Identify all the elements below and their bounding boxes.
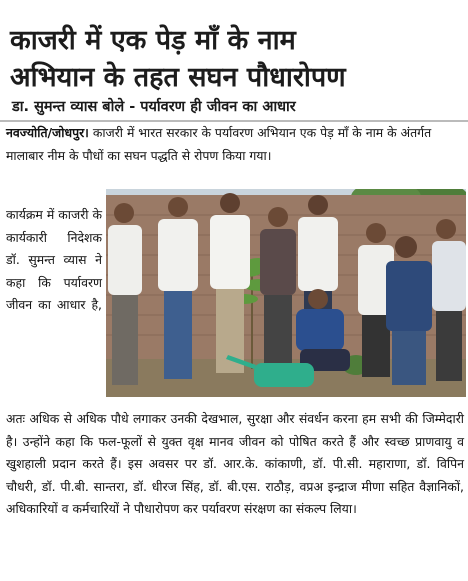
- headline-line-1: काजरी में एक पेड़ माँ के नाम: [10, 25, 296, 57]
- headline: [10, 22, 462, 96]
- article-lead-paragraph: [6, 122, 464, 167]
- headline-line-2: अभियान के तहत सघन पौधारोपण: [10, 62, 346, 94]
- lead-text: काजरी में भारत सरकार के पर्यावरण अभियान एक पेड़ माँ के नाम के अंतर्गत मालाबार नीम के पौधों का सघन पद्धति से रोपण किया गया।: [6, 125, 432, 163]
- article-continuation: अतः अधिक से अधिक पौधे लगाकर उनकी देखभाल, सुरक्षा और संवर्धन करना हम सभी की जिम्मेदारी है। उन्होंने कहा कि फल-फूलों से युक्त वृक्ष मानव जीवन को पोषित करते हैं और स्वच्छ प्राणवायु व खुशहाली प्रदान करते हैं। इस अवसर पर डॉ. आर.के. कांकाणी, डॉ. पी.सी. महाराणा, डॉ. विपिन चौधरी, डॉ. पी.बी. सान्तरा, डॉ. धीरज सिंह, डॉ. बी.एस. राठौड़, वप्रअ इन्द्राज मीणा सहित वैज्ञानिकों, अधिकारियों व कर्मचारियों ने पौधारोपण कर पर्यावरण संरक्षण का संकल्प लिया।: [6, 411, 464, 516]
- dateline: नवज्योति/जोधपुर।: [6, 125, 89, 140]
- subheadline: डा. सुमन्त व्यास बोले - पर्यावरण ही जीवन का आधार: [12, 99, 296, 115]
- event-photo: [106, 189, 466, 397]
- article-wrap-column: कार्यक्रम में काजरी के कार्यकारी निदेशक डॉ. सुमन्त व्यास ने कहा कि पर्यावरण जीवन का आधार है,: [6, 207, 102, 312]
